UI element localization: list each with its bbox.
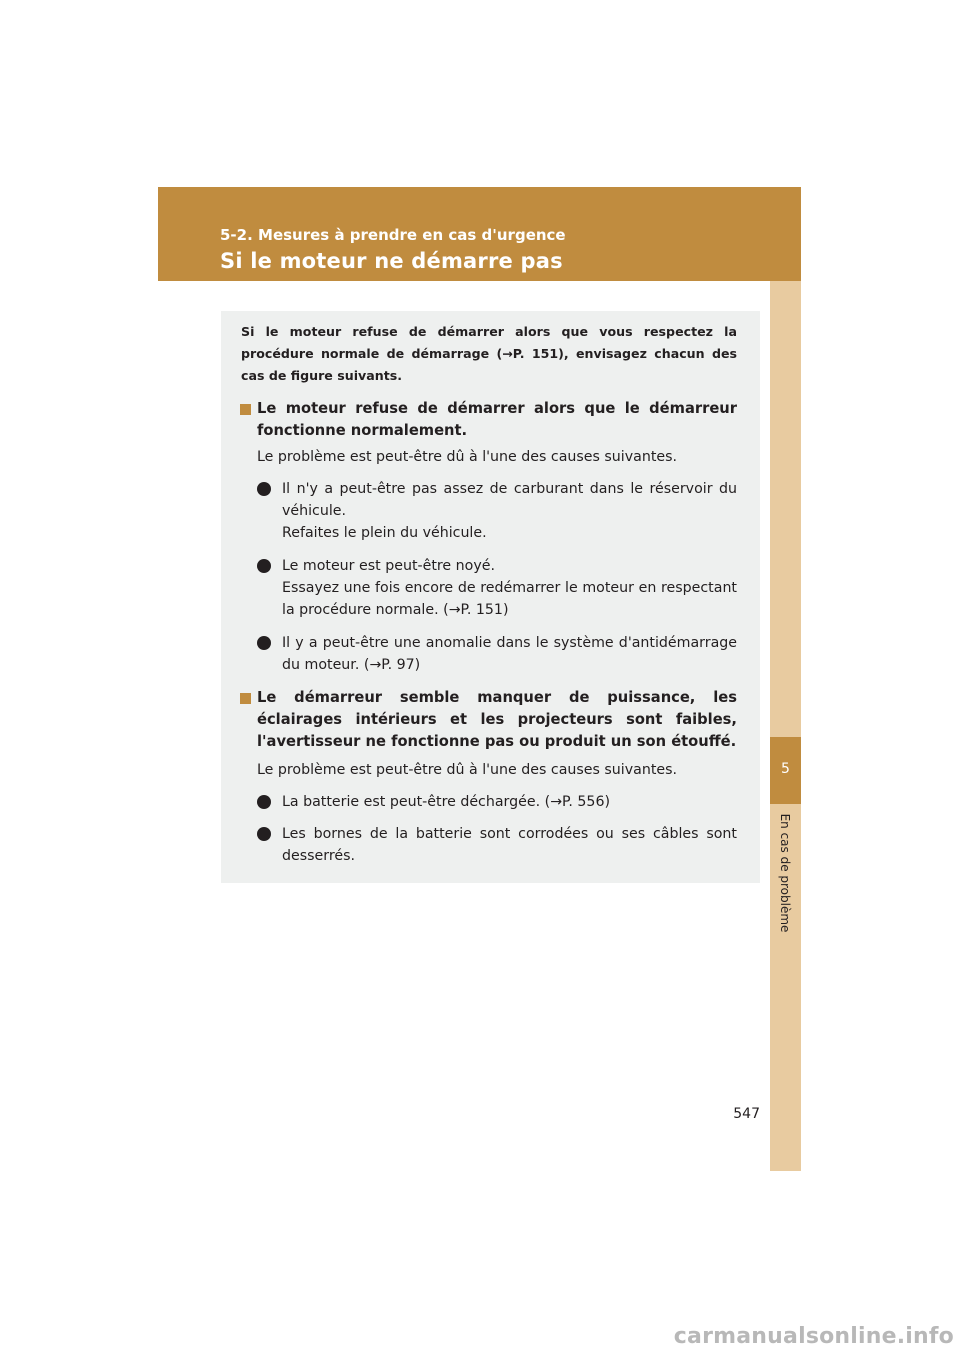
chapter-number: 5 <box>781 761 790 777</box>
content-panel <box>221 311 760 883</box>
section-heading: Le moteur refuse de démarrer alors que le démarreur fonctionne normalement. <box>257 398 737 442</box>
list-item: Il y a peut-être une anomalie dans le système d'antidémarrage du moteur. (→P. 97) <box>257 632 737 676</box>
side-thumb-strip <box>770 281 801 1171</box>
list-item: Le moteur est peut-être noyé. Essayez une fois encore de redémarrer le moteur en respectant la procédure normale. (→P. 151) <box>257 555 737 621</box>
list-item: Il n'y a peut-être pas assez de carburant dans le réservoir du véhicule. Refaites le plein du véhicule. <box>257 478 737 544</box>
section-lead: Le problème est peut-être dû à l'une des causes suivantes. <box>257 449 678 465</box>
watermark-text: carmanualsonline.info <box>673 1324 954 1349</box>
intro-paragraph: Si le moteur refuse de démarrer alors que vous respectez la procédure normale de démarrage (→P. 151), envisagez chacun des cas de figure suivants. <box>241 324 737 383</box>
bullet-dot-icon <box>257 482 271 496</box>
section-lead: Le problème est peut-être dû à l'une des causes suivantes. <box>257 762 678 778</box>
bullet-dot-icon <box>257 827 271 841</box>
square-bullet-icon <box>240 404 251 415</box>
page-number: 547 <box>733 1106 760 1122</box>
bullet-dot-icon <box>257 795 271 809</box>
chapter-header-band <box>158 187 801 281</box>
square-bullet-icon <box>240 693 251 704</box>
watermark <box>0 1316 960 1358</box>
list-item: Les bornes de la batterie sont corrodées ou ses câbles sont desserrés. <box>257 823 737 867</box>
bullet-dot-icon <box>257 636 271 650</box>
list-item-detail: Essayez une fois encore de redémarrer le moteur en respectant la procédure normale. (→P. 151) <box>282 580 737 618</box>
list-item: La batterie est peut-être déchargée. (→P. 556) <box>257 791 737 813</box>
chapter-tab[interactable] <box>770 737 801 804</box>
section-heading: Le démarreur semble manquer de puissance, les éclairages intérieurs et les projecteurs sont faibles, l'avertisseur ne fonctionne pas ou produit un son étouffé. <box>257 687 737 753</box>
bullet-dot-icon <box>257 559 271 573</box>
section-label: 5-2. Mesures à prendre en cas d'urgence <box>220 226 566 244</box>
page-title: Si le moteur ne démarre pas <box>220 249 563 273</box>
list-item-detail: Refaites le plein du véhicule. <box>282 525 487 541</box>
chapter-label: En cas de problème <box>778 813 792 933</box>
